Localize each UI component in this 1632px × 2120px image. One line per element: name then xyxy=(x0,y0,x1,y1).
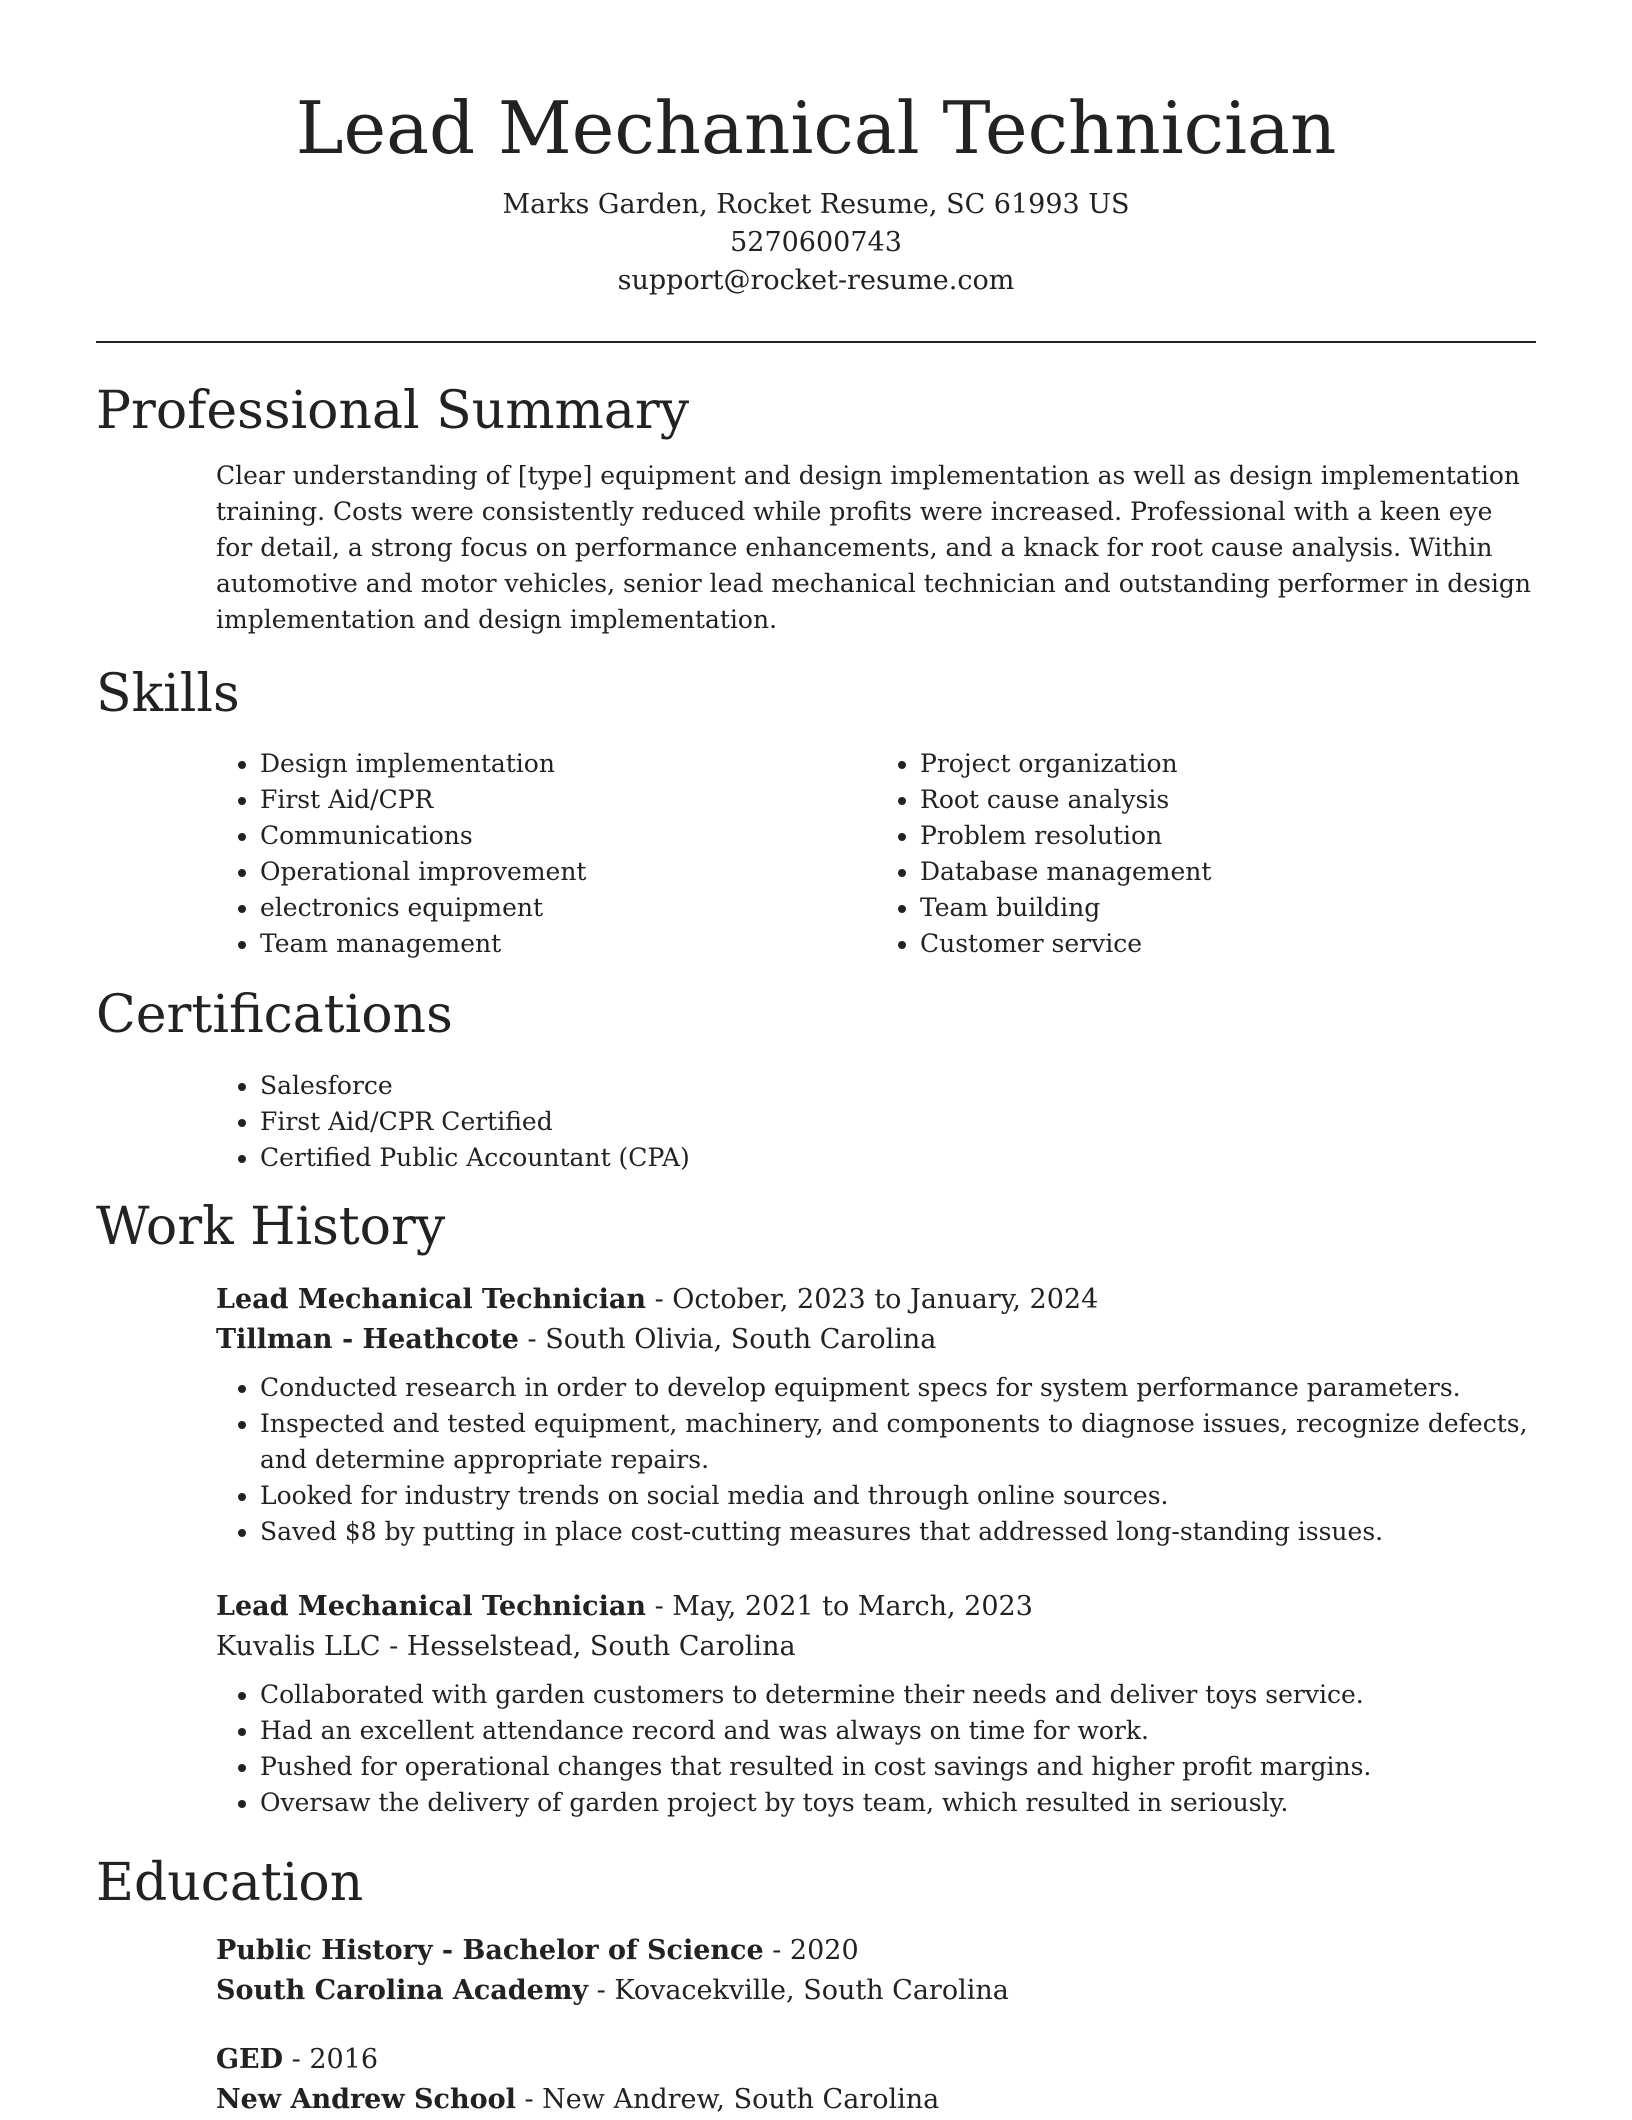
skills-heading: Skills xyxy=(96,664,240,724)
certification-item: • Certified Public Accountant (CPA) xyxy=(260,1140,1536,1176)
education-school-line xyxy=(216,2080,1536,2120)
job-company-line xyxy=(216,1320,1536,1360)
education-year: - 2020 xyxy=(763,1935,859,1966)
job-entry xyxy=(216,1587,1536,1821)
responsibility-item: • Inspected and tested equipment, machinery, and components to diagnose issues, recognize defects, and determine appropriate repairs. xyxy=(260,1406,1536,1478)
skills-column-right xyxy=(876,746,1536,962)
education-heading: Education xyxy=(96,1853,364,1913)
responsibility-item: • Had an excellent attendance record and was always on time for work. xyxy=(260,1713,1536,1749)
education-location: - Kovacekville, South Carolina xyxy=(588,1975,1009,2006)
work-history-heading: Work History xyxy=(96,1197,446,1257)
job-role: Lead Mechanical Technician xyxy=(216,1284,646,1315)
job-location: - South Olivia, South Carolina xyxy=(518,1324,937,1355)
education-degree-line xyxy=(216,2040,1536,2080)
summary-text: Clear understanding of [type] equipment and design implementation as well as design implementation training. Costs were consistently reduced while profits were increased. Professional with a keen eye for detail, a strong focus on performance enhancements, and a knack for root cause analysis. Within automotive and motor vehicles, senior lead mechanical technician and outstanding performer in design implementation and design implementation. xyxy=(216,461,1532,634)
responsibility-item: • Oversaw the delivery of garden project by toys team, which resulted in seriously. xyxy=(260,1785,1536,1821)
education-school-line xyxy=(216,1971,1536,2011)
skill-item: • Team management xyxy=(260,926,876,962)
job-dates: - May, 2021 to March, 2023 xyxy=(646,1591,1033,1622)
skill-item: • Design implementation xyxy=(260,746,876,782)
contact-info xyxy=(0,186,1632,300)
job-company-line xyxy=(216,1627,1536,1667)
education-school: South Carolina Academy xyxy=(216,1975,589,2006)
job-responsibilities xyxy=(216,1677,1536,1821)
education-year: - 2016 xyxy=(283,2044,379,2075)
skill-item: • Customer service xyxy=(920,926,1536,962)
job-responsibilities xyxy=(216,1370,1536,1550)
job-company: Kuvalis LLC xyxy=(216,1631,381,1662)
education-degree-line xyxy=(216,1931,1536,1971)
responsibility-item: • Looked for industry trends on social media and through online sources. xyxy=(260,1478,1536,1514)
certifications-heading: Certifications xyxy=(96,985,453,1045)
skill-item: • Database management xyxy=(920,854,1536,890)
responsibility-item: • Saved $8 by putting in place cost-cutting measures that addressed long-standing issues. xyxy=(260,1514,1536,1550)
summary-heading: Professional Summary xyxy=(96,381,690,441)
job-entry xyxy=(216,1280,1536,1550)
education-entry xyxy=(216,2040,1536,2120)
education-location: - New Andrew, South Carolina xyxy=(515,2084,940,2115)
skill-item: • Operational improvement xyxy=(260,854,876,890)
job-role: Lead Mechanical Technician xyxy=(216,1591,646,1622)
responsibility-item: • Conducted research in order to develop equipment specs for system performance parameters. xyxy=(260,1370,1536,1406)
education-degree: Public History - Bachelor of Science xyxy=(216,1935,764,1966)
job-title-line xyxy=(216,1587,1536,1627)
responsibility-item: • Pushed for operational changes that resulted in cost savings and higher profit margins. xyxy=(260,1749,1536,1785)
email: support@rocket-resume.com xyxy=(617,265,1015,296)
address: Marks Garden, Rocket Resume, SC 61993 US xyxy=(502,189,1130,220)
responsibility-item: • Collaborated with garden customers to determine their needs and deliver toys service. xyxy=(260,1677,1536,1713)
skills-column-left xyxy=(216,746,876,962)
education-degree: GED xyxy=(216,2044,284,2075)
skill-item: • electronics equipment xyxy=(260,890,876,926)
skill-item: • First Aid/CPR xyxy=(260,782,876,818)
certification-item: • Salesforce xyxy=(260,1068,1536,1104)
candidate-name: Lead Mechanical Technician xyxy=(295,86,1337,170)
skill-item: • Project organization xyxy=(920,746,1536,782)
resume-header xyxy=(0,0,1632,300)
skill-item: • Communications xyxy=(260,818,876,854)
header-divider xyxy=(96,341,1536,343)
skill-item: • Problem resolution xyxy=(920,818,1536,854)
job-title-line xyxy=(216,1280,1536,1320)
phone: 5270600743 xyxy=(730,227,902,258)
skill-item: • Root cause analysis xyxy=(920,782,1536,818)
certification-item: • First Aid/CPR Certified xyxy=(260,1104,1536,1140)
skill-item: • Team building xyxy=(920,890,1536,926)
skills-list xyxy=(216,746,1536,962)
certifications-list xyxy=(216,1068,1536,1176)
job-location: - Hesselstead, South Carolina xyxy=(380,1631,796,1662)
job-company: Tillman - Heathcote xyxy=(216,1324,519,1355)
education-entry xyxy=(216,1931,1536,2011)
job-dates: - October, 2023 to January, 2024 xyxy=(646,1284,1099,1315)
education-school: New Andrew School xyxy=(216,2084,516,2115)
